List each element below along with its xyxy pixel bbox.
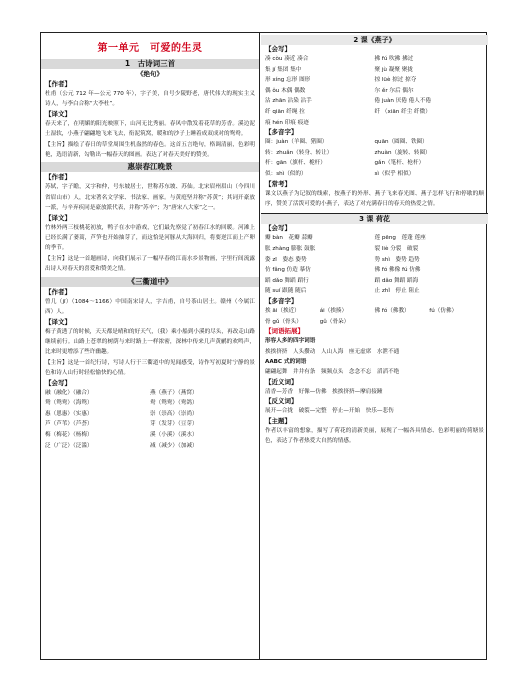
l3-cell: 姿 zī 姿态 姿势 xyxy=(265,256,307,263)
poem3-title: 《三衢道中》 xyxy=(41,277,259,287)
poem2-title: 惠崇春江晚景 xyxy=(41,162,259,172)
word-cell: 泛（广泛）（泛滥） xyxy=(45,442,93,449)
recite-tag: 【常考】 xyxy=(265,179,291,188)
write-cell: 聚 jù 凝聚 聚拢 xyxy=(374,66,413,73)
l3-antonym-tag: 【反义词】 xyxy=(265,397,298,406)
lesson3-title: 3 课 荷花 xyxy=(261,214,488,224)
word-cell: 融（融化）（融合） xyxy=(45,389,93,396)
l3-cell: 胀 zhàng 膨胀 鼓胀 xyxy=(265,245,316,252)
author-tag: 【作者】 xyxy=(45,80,71,88)
poem2-author: 苏轼，字子瞻，又字和仲，号东坡居士，世称苏东坡、苏仙。北宋眉州眉山（今四川省眉山市）人，北宋著名文学家、书法家、画家。与黄庭坚并称“苏黄”；其词开豪放一派，与辛弃疾同是豪放派代表，并称“苏辛”；为“唐宋八大家”之一。 xyxy=(45,184,255,212)
write-row xyxy=(265,107,484,118)
l3-cell: 莲 pēng 莲蓬 莲座 xyxy=(374,235,426,242)
l3-write-row xyxy=(265,276,484,287)
poly-cell: 似：shì（似的） xyxy=(265,170,307,177)
word-cell: 梅（梅花）（杨梅） xyxy=(45,431,93,438)
words-row xyxy=(45,388,255,399)
l3-poly-cell: gǔ（骨朵） xyxy=(319,318,350,325)
write-cell: 掠 lüè 掠过 掠夺 xyxy=(374,77,417,84)
l3-polyphone-grid xyxy=(265,306,484,327)
write-cell: 集 jí 集团 集中 xyxy=(265,66,302,73)
l3-synonyms: 清香—芳香 好像—仿佛 挨挨挤挤—摩肩接踵 xyxy=(265,388,383,395)
l3-cell: 止 zhǐ 停止 阻止 xyxy=(374,288,420,295)
poly-cell: 转：zhuǎn（转身、转让） xyxy=(265,149,333,156)
lesson1-title: 1 古诗词三首 xyxy=(41,59,259,69)
word-cell: 芽（发芽）（豆芽） xyxy=(150,421,198,428)
poem1-title: 《绝句》 xyxy=(137,70,163,78)
word-cell: 燕（燕子）（燕窝） xyxy=(150,389,198,396)
write-grid xyxy=(265,54,484,128)
l3-cell: 势 shì 姿势 趋势 xyxy=(374,256,420,263)
l3-cell: 随 suí 跟随 随后 xyxy=(265,288,307,295)
l3-write-row xyxy=(265,255,484,266)
l3-cell: 佛 fó 佛像 fú 仿佛 xyxy=(374,267,421,274)
l3-poly-cell: 骨 gǔ（骨头） xyxy=(265,318,302,325)
poly-cell: gǎn（笔杆、枪杆） xyxy=(374,160,425,167)
write-row xyxy=(265,65,484,76)
polyphone-grid xyxy=(265,137,484,179)
poem1-author: 杜甫（公元 712 年—公元 770 年），字子美，自号少陵野老，唐代伟大的现实主义诗人，与李白合称“大李杜”。 xyxy=(45,91,255,108)
l3-poly-cell xyxy=(429,317,484,328)
write-cell: 偶 ǒu 木偶 偶数 xyxy=(265,87,306,94)
poly-cell: 圈：juàn（羊圈、猪圈） xyxy=(265,139,328,146)
l3-write-row xyxy=(265,244,484,255)
study-sheet xyxy=(40,32,487,660)
write-cell: 倦 juàn 厌倦 倦人不倦 xyxy=(374,98,432,105)
l3-poly-row xyxy=(265,317,484,328)
word-cell: 溪（小溪）（溪水） xyxy=(150,431,198,438)
write-cell: 痕 hén 印痕 痕迹 xyxy=(265,119,309,126)
l3-write-row xyxy=(265,265,484,276)
words-row xyxy=(45,398,255,409)
write-cell: 纤 qiān 纤绳 拉 xyxy=(265,108,305,115)
word-cell: 惠（恩惠）（实惠） xyxy=(45,410,93,417)
words-row xyxy=(45,409,255,420)
poly-cell: 杆：gān（旗杆、桅杆） xyxy=(265,160,326,167)
polyphone-row xyxy=(265,158,484,169)
write-row xyxy=(265,75,484,86)
poem2-theme: 【主旨】这是一首题画诗，向我们展示了一幅早春的江南水乡景物画，字里行间流露出诗人对春天的喜爱和赞美之情。 xyxy=(45,255,255,273)
l3-write-row xyxy=(265,286,484,297)
write-cell: 形 xíng 忘形 图形 xyxy=(265,77,311,84)
write-cell: 凑 còu 凑近 凑合 xyxy=(265,56,309,62)
l3-theme: 作者以丰富的想象，描写了荷花的清新美丽，展现了一幅各具情态、色彩明丽的荷塘景色，表达了作者热爱大自然的情感。 xyxy=(265,427,484,444)
word-cell: 芦（芦苇）（芦荟） xyxy=(45,421,93,428)
word-cell: 崇（崇高）（崇尚） xyxy=(150,410,198,417)
write-cell: 沾 zhān 沾染 沾手 xyxy=(265,98,312,105)
right-column xyxy=(261,33,488,659)
poly-cell: sì（似乎 相似） xyxy=(374,170,415,177)
poem2-translation: 竹林外两三枝桃花初放，鸭子在水中游戏，它们最先察觉了初春江水的回暖。河滩上已经长满了蒌蒿，芦笋也开始抽芽了，而这恰是河豚从大海回归，将要逆江而上产卵的季节。 xyxy=(45,224,255,252)
words-row xyxy=(45,430,255,441)
poem1-translation: 春天来了，在明媚的阳光映照下，山河无比秀丽。春风中散发着花草的芳香。溪边泥土湿软，小燕子翩翩地飞来飞去，衔泥筑窝，暖和的沙子上睡着成双成对的鸳鸯。 xyxy=(45,120,255,138)
l3-write-row xyxy=(265,233,484,244)
author-tag-2: 【作者】 xyxy=(45,173,71,182)
word-cell: 减（减少）（加减） xyxy=(150,442,198,449)
write-row xyxy=(265,86,484,97)
word-cell: 鸳（鸳鸯）（海鸳） xyxy=(45,400,93,407)
words-tag: 【会写】 xyxy=(45,378,71,387)
l3-antonyms: 展开—合拢 破裂—完整 停止—开始 快乐—悲伤 xyxy=(265,408,394,415)
left-column xyxy=(41,33,260,659)
write-row xyxy=(265,54,484,65)
l3-write-grid xyxy=(265,233,484,297)
polyphone-row xyxy=(265,137,484,148)
poly-cell: zhuàn（旋转、转圈） xyxy=(374,149,431,156)
write-tag: 【会写】 xyxy=(265,45,291,53)
l3-cell: 瓣 bàn 花瓣 蒜瓣 xyxy=(265,235,313,242)
write-row xyxy=(265,96,484,107)
l3-poly-cell xyxy=(375,317,430,328)
l3-cell: 仿 fǎng 仿造 摹仿 xyxy=(265,267,311,274)
l3-ext-heading-1: 形容人多的四字词语 xyxy=(265,338,316,345)
poem3-theme: 【主旨】这是一首纪行诗，写诗人行于三衢道中的见闻感受，诗作写初夏时宁静的景色和诗人山行时轻松愉快的心情。 xyxy=(45,359,255,377)
write-row xyxy=(265,118,484,129)
l3-poly-row xyxy=(265,306,484,317)
translation-tag-3: 【译文】 xyxy=(45,317,71,326)
l3-poly-cell: fú（仿佛） xyxy=(429,307,458,314)
polyphone-tag: 【多音字】 xyxy=(265,128,298,137)
l3-extension-tag: 【词语拓展】 xyxy=(265,327,304,336)
words-grid xyxy=(45,388,255,452)
words-row xyxy=(45,441,255,452)
l3-ext-words-2: 翩翩起舞 井井有条 频频点头 念念不忘 滔滔不绝 xyxy=(265,369,400,376)
poly-cell: quān（圆圈、铁圈） xyxy=(374,139,428,146)
write-cell: 纤 （xiān 纤尘 纤微） xyxy=(374,108,431,115)
l3-ext-words-1: 挨挨挤挤 人头攒动 人山人海 座无虚席 水泄不通 xyxy=(265,348,400,355)
lesson2-summary: 课文以燕子为记叙的线索，按燕子的外形、燕子飞来春光图、燕子怎样飞行和停歇的顺序，赞美了活泼可爱的小燕子，表达了对充满春日的春天的热爱之情。 xyxy=(265,190,484,207)
l3-polyphone-tag: 【多音字】 xyxy=(265,296,298,305)
unit-title: 第一单元 可爱的生灵 xyxy=(97,43,203,54)
polyphone-row xyxy=(265,148,484,159)
word-cell: 鸯（鸳鸯）（鸯鸽） xyxy=(150,400,198,407)
write-cell: 尔 ěr 尔后 偶尔 xyxy=(374,87,414,94)
translation-tag: 【译文】 xyxy=(45,109,71,118)
l3-poly-cell: 佛 fó（佛教） xyxy=(374,307,410,314)
l3-cell: 蹈 dǎo 舞蹈 蹈行 xyxy=(265,277,309,284)
l3-write-tag: 【会写】 xyxy=(265,224,291,233)
l3-ext-heading-2: AABC 式的词语 xyxy=(265,358,307,365)
poem3-author: 曾几（jī）（1084～1166）中国南宋诗人，字吉甫，自号茶山居士。赣州（今属江西）人。 xyxy=(45,298,255,316)
poem1-theme: 【主旨】描绘了春日的草堂周围生机盎然的春色。这首五言绝句，格调清丽，色彩明艳，选语清新，勾勒出一幅春天的图画。表达了对春天美好的赞美。 xyxy=(45,141,255,159)
author-tag-3: 【作者】 xyxy=(45,287,71,296)
polyphone-row xyxy=(265,169,484,180)
words-row xyxy=(45,419,255,430)
poem3-translation: 梅子黄透了的时候，天天都是晴和的好天气，（我）乘小船到小溪的尽头，再改走山路继续前行。山路上苍翠的树荫与来时路上一样浓密，深林中传来几声黄鹂的欢鸣声，比来时更增添了些许幽趣。 xyxy=(45,328,255,356)
write-cell xyxy=(375,118,485,129)
l3-cell: 裂 liè 分裂 破裂 xyxy=(374,245,419,252)
l3-theme-tag: 【主题】 xyxy=(265,416,291,425)
lesson2-title: 2 课《燕子》 xyxy=(261,35,488,45)
l3-poly-cell: ái（挨揍） xyxy=(319,307,348,314)
write-cell: 拂 fú 吹拂 拂过 xyxy=(374,56,414,62)
translation-tag-2: 【译文】 xyxy=(45,213,71,222)
l3-synonym-tag: 【近义词】 xyxy=(265,377,298,386)
l3-cell: 蹈 dǎo 舞蹈 蹈海 xyxy=(374,277,419,284)
l3-poly-cell: 挨 āi（挨近） xyxy=(265,307,300,314)
